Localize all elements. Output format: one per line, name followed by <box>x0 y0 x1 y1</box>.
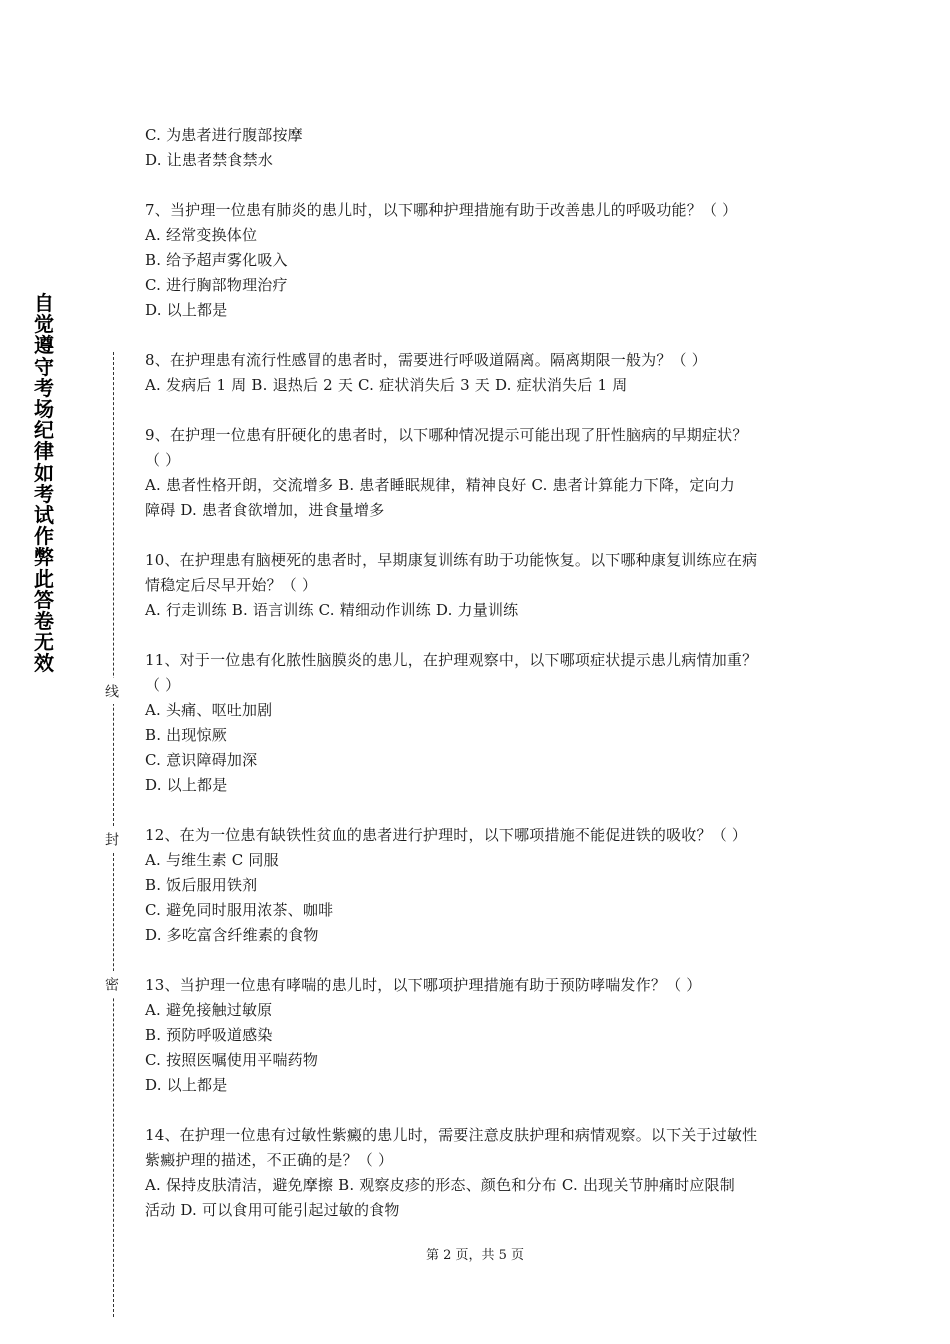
option-line: D. 以上都是 <box>145 301 228 319</box>
option-line: C. 避免同时服用浓茶、咖啡 <box>145 901 334 919</box>
question-11: 11、对于一位患有化脓性脑膜炎的患儿，在护理观察中，以下哪项症状提示患儿病情加重？ <box>145 651 758 669</box>
option-line: B. 预防呼吸道感染 <box>145 1026 273 1044</box>
spacer <box>145 398 815 423</box>
binding-mark-line: 线 <box>104 678 124 704</box>
spacer <box>145 948 815 973</box>
spacer <box>145 623 815 648</box>
question-12: 12、在为一位患有缺铁性贫血的患者进行护理时，以下哪项措施不能促进铁的吸收？（ ） <box>145 826 748 844</box>
option-line: A. 与维生素 C 同服 <box>145 851 279 869</box>
option-line: D. 多吃富含纤维素的食物 <box>145 926 319 944</box>
question-11-continued: （ ） <box>145 676 181 694</box>
question-10-continued: 情稳定后尽早开始？（ ） <box>145 576 318 594</box>
option-line: A. 行走训练 B. 语言训练 C. 精细动作训练 D. 力量训练 <box>145 601 519 619</box>
spacer <box>145 1098 815 1123</box>
option-line: A. 保持皮肤清洁，避免摩擦 B. 观察皮疹的形态、颜色和分布 C. 出现关节肿痛时应限制 <box>145 1176 735 1194</box>
option-line: A. 发病后 1 周 B. 退热后 2 天 C. 症状消失后 3 天 D. 症状消失后 1 周 <box>145 376 628 394</box>
spacer <box>145 523 815 548</box>
option-line: A. 患者性格开朗，交流增多 B. 患者睡眠规律，精神良好 C. 患者计算能力下降，定向力 <box>145 476 735 494</box>
binding-mark-secret: 密 <box>104 971 124 997</box>
option-line: B. 饭后服用铁剂 <box>145 876 258 894</box>
option-line: D. 以上都是 <box>145 1076 228 1094</box>
option-line: 障碍 D. 患者食欲增加，进食量增多 <box>145 501 385 519</box>
option-line: B. 给予超声雾化吸入 <box>145 251 288 269</box>
spacer <box>145 798 815 823</box>
option-line: 活动 D. 可以食用可能引起过敏的食物 <box>145 1201 400 1219</box>
exam-discipline-notice: 自觉遵守考场纪律如考试作弊此答卷无效 <box>34 291 54 676</box>
binding-mark-seal: 封 <box>104 826 124 852</box>
option-line: C. 进行胸部物理治疗 <box>145 276 288 294</box>
question-14-continued: 紫癜护理的描述，不正确的是？（ ） <box>145 1151 394 1169</box>
option-line: C. 按照医嘱使用平喘药物 <box>145 1051 319 1069</box>
question-7: 7、当护理一位患有肺炎的患儿时，以下哪种护理措施有助于改善患儿的呼吸功能？（ ） <box>145 201 738 219</box>
spacer <box>145 173 815 198</box>
option-line: D. 以上都是 <box>145 776 228 794</box>
option-line: A. 头痛、呕吐加剧 <box>145 701 273 719</box>
question-9-continued: （ ） <box>145 451 181 469</box>
option-line: C. 为患者进行腹部按摩 <box>145 126 303 144</box>
option-line: A. 经常变换体位 <box>145 226 258 244</box>
option-line: A. 避免接触过敏原 <box>145 1001 273 1019</box>
spacer <box>145 323 815 348</box>
option-line: C. 意识障碍加深 <box>145 751 258 769</box>
question-14: 14、在护理一位患有过敏性紫癜的患儿时，需要注意皮肤护理和病情观察。以下关于过敏性 <box>145 1126 758 1144</box>
question-9: 9、在护理一位患有肝硬化的患者时，以下哪种情况提示可能出现了肝性脑病的早期症状？ <box>145 426 748 444</box>
option-line: B. 出现惊厥 <box>145 726 227 744</box>
question-13: 13、当护理一位患有哮喘的患儿时，以下哪项护理措施有助于预防哮喘发作？（ ） <box>145 976 702 994</box>
page-footer: 第 2 页，共 5 页 <box>425 1248 525 1263</box>
question-10: 10、在护理患有脑梗死的患者时，早期康复训练有助于功能恢复。以下哪种康复训练应在病 <box>145 551 758 569</box>
question-8: 8、在护理患有流行性感冒的患者时，需要进行呼吸道隔离。隔离期限一般为？（ ） <box>145 351 707 369</box>
question-content <box>145 123 815 1223</box>
option-line: D. 让患者禁食禁水 <box>145 151 274 169</box>
